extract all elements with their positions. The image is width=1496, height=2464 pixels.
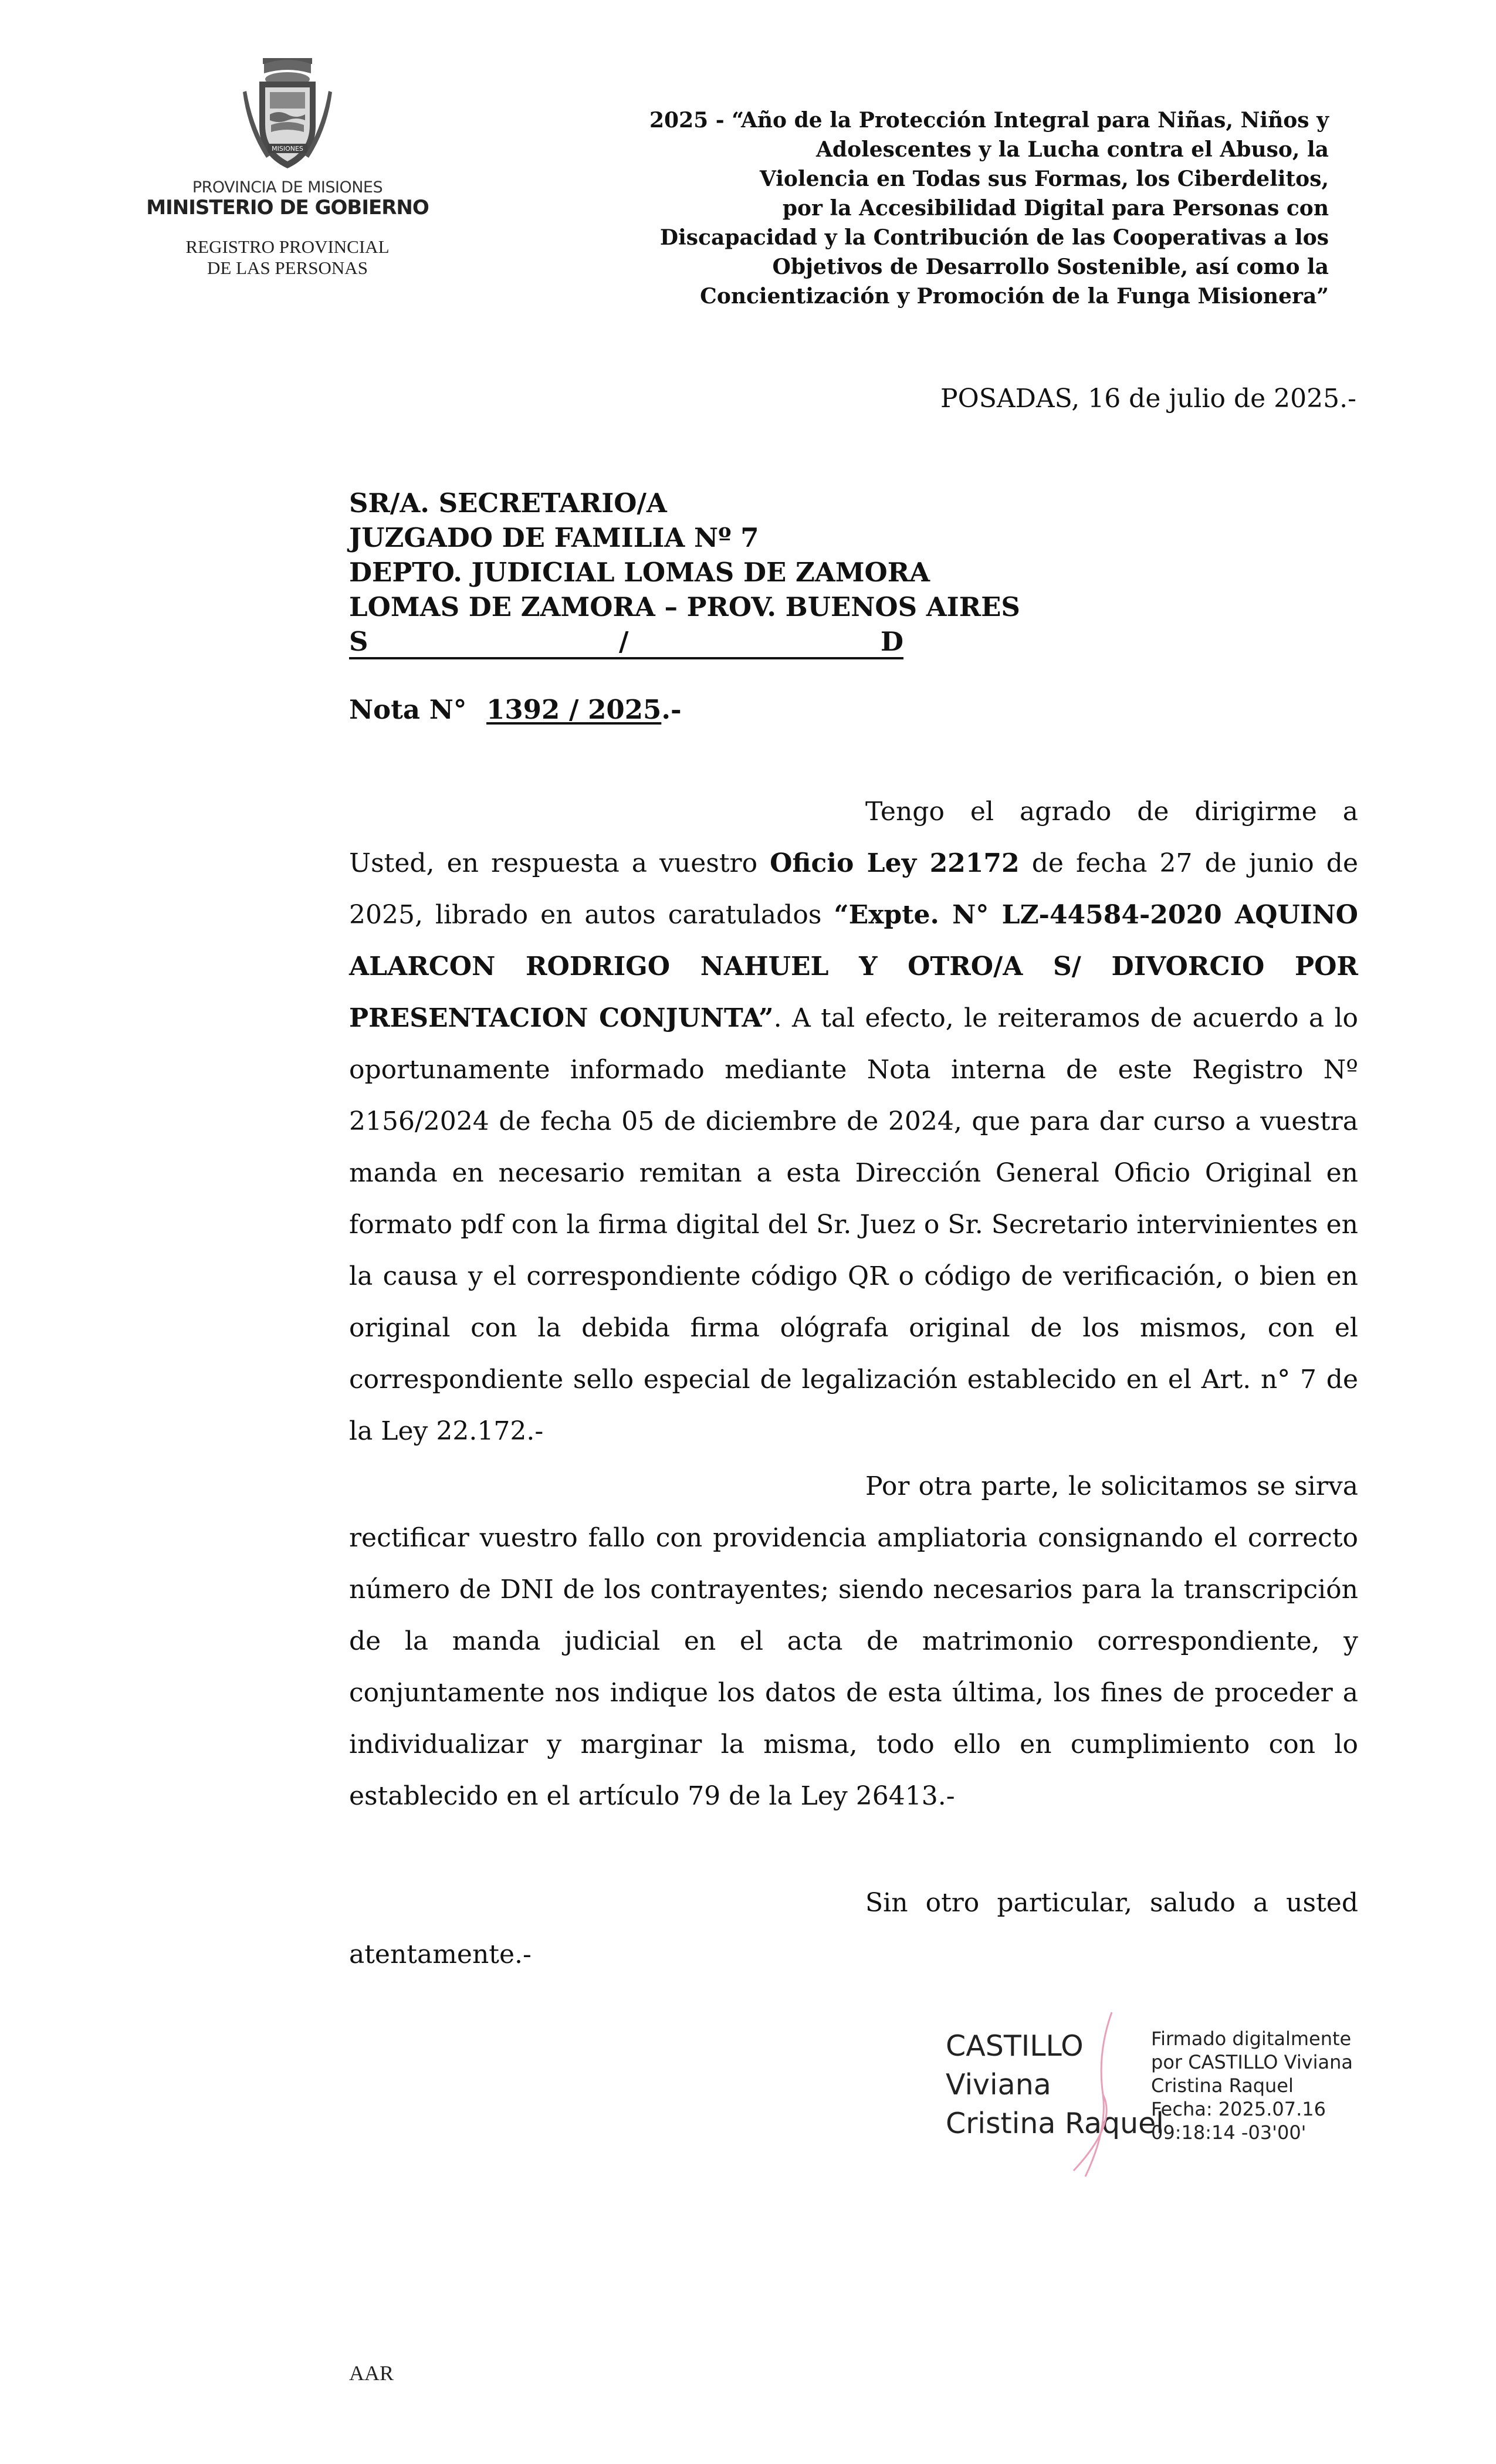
digital-signature-stamp: [1151, 2027, 1353, 2144]
provincial-crest-icon: [229, 56, 346, 173]
motto-line: Objetivos de Desarrollo Sostenible, así como la: [772, 255, 1329, 279]
p2-text: Por otra parte, le solicitamos se sirva rectificar vuestro fallo con providencia ampliatoria consignando el correcto número de DNI de los contrayentes; siendo necesarios para la transcripción de la manda judicial en el acta de matrimonio correspondiente, y conjuntamente nos indique los datos de esta última, los fines de proceder a individualizar y marginar la misma, todo ello en cumplimiento con lo establecido en el artículo 79 de la Ley 26413.-: [349, 1471, 1358, 1811]
motto-line: Concientización y Promoción de la Funga Misionera”: [700, 284, 1329, 309]
p1-text-a: Tengo el agrado de dirigirme a Usted, en respuesta a vuestro: [349, 797, 1358, 878]
closing-paragraph: [349, 1877, 1358, 1981]
p3-text: Sin otro particular, saludo a usted atentamente.-: [349, 1888, 1358, 1969]
motto-line: por la Accesibilidad Digital para Personas con: [782, 196, 1329, 221]
motto-line: Discapacidad y la Contribución de las Cooperativas a los: [659, 225, 1329, 250]
signer-name-line: Cristina Raquel: [946, 2107, 1164, 2140]
p1-oficio-ref: Oficio Ley 22172: [770, 848, 1020, 878]
p1-case-title: “Expte. N° LZ-44584-2020 AQUINO ALARCON RODRIGO NAHUEL Y OTRO/A S/ DIVORCIO POR PRESENTACION CONJUNTA”: [349, 900, 1358, 1033]
sd-s: S: [349, 626, 368, 657]
province-name: PROVINCIA DE MISIONES: [192, 178, 383, 197]
crest-caption: MISIONES: [272, 145, 303, 153]
salutation-sd-line: [349, 624, 903, 659]
p1-text-c: de fecha 27 de junio de 2025, librado en autos caratulados: [349, 848, 1358, 930]
signer-name: [946, 2027, 1164, 2143]
registry-name-line-1: REGISTRO PROVINCIAL: [185, 236, 390, 257]
body-paragraph-2: [349, 1461, 1358, 1822]
sd-slash: /: [619, 626, 629, 657]
recipient-line: SR/A. SECRETARIO/A: [349, 488, 667, 519]
letterhead-logo: [135, 56, 440, 279]
digital-signature-line: 09:18:14 -03'00': [1151, 2121, 1307, 2144]
recipient-block: [349, 486, 1170, 659]
note-number: [349, 692, 682, 727]
registry-name-line-2: DE LAS PERSONAS: [207, 258, 368, 278]
digital-signature-line: Fecha: 2025.07.16: [1151, 2098, 1326, 2120]
motto-line: 2025 - “Año de la Protección Integral para Niñas, Niños y: [649, 108, 1329, 133]
year-motto: [566, 106, 1329, 311]
ministry-name: MINISTERIO DE GOBIERNO: [146, 196, 429, 219]
letter-date: POSADAS, 16 de julio de 2025.-: [940, 384, 1356, 414]
recipient-line: DEPTO. JUDICIAL LOMAS DE ZAMORA: [349, 557, 930, 588]
digital-signature-line: Cristina Raquel: [1151, 2074, 1294, 2097]
recipient-line: LOMAS DE ZAMORA – PROV. BUENOS AIRES: [349, 591, 1020, 622]
p1-text-e: . A tal efecto, le reiteramos de acuerdo a lo oportunamente informado mediante Nota interna de este Registro Nº 2156/2024 de fecha 05 de diciembre de 2024, que para dar curso a vuestra manda en necesario remitan a esta Dirección General Oficio Original en formato pdf con la firma digital del Sr. Juez o Sr. Secretario intervinientes en la causa y el correspondiente código QR o código de verificación, o bien en original con la debida firma ológrafa original de los mismos, con el correspondiente sello especial de legalización establecido en el Art. n° 7 de la Ley 22.172.-: [349, 1003, 1359, 1446]
motto-line: Adolescentes y la Lucha contra el Abuso, la: [815, 137, 1329, 162]
body-paragraph-1: [349, 786, 1358, 1457]
digital-signature-line: Firmado digitalmente: [1151, 2028, 1352, 2050]
sd-d: D: [880, 626, 903, 657]
handwritten-signature-stroke: [1062, 2006, 1126, 2182]
note-number-value: 1392 / 2025: [486, 694, 662, 725]
signer-name-line: CASTILLO: [946, 2029, 1084, 2063]
recipient-line: JUZGADO DE FAMILIA Nº 7: [349, 522, 759, 553]
digital-signature-line: por CASTILLO Viviana: [1151, 2051, 1353, 2073]
note-suffix: .-: [661, 694, 682, 725]
signer-name-line: Viviana: [946, 2068, 1051, 2101]
motto-line: Violencia en Todas sus Formas, los Ciberdelitos,: [759, 167, 1329, 191]
author-initials: AAR: [349, 2361, 394, 2385]
note-label: Nota N°: [349, 694, 467, 725]
